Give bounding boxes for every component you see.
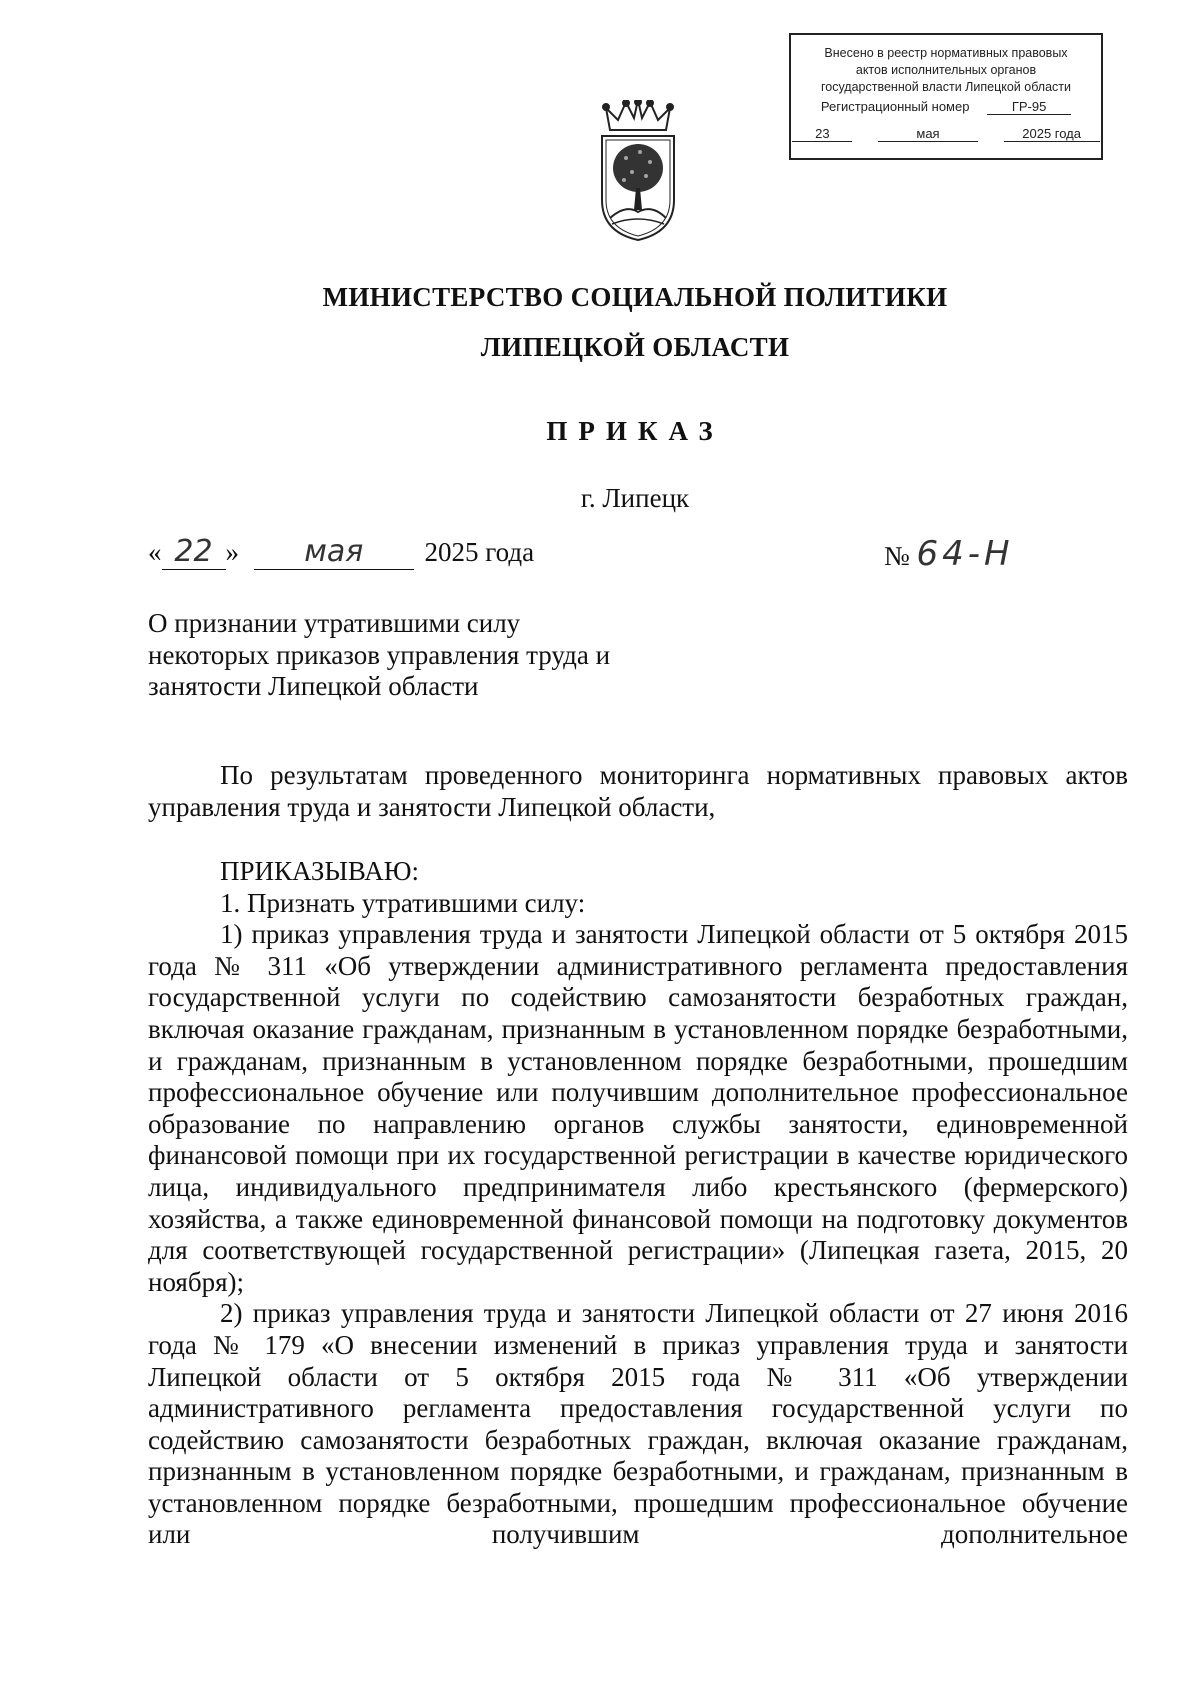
registry-number: ГР-95 bbox=[987, 99, 1071, 115]
preamble-text: По результатам проведенного мониторинга нормативных правовых актов управления труда и занятости Липецкой области, bbox=[148, 760, 1128, 822]
order-body bbox=[148, 856, 1128, 1551]
city: г. Липецк bbox=[580, 483, 690, 513]
registry-month: мая bbox=[878, 126, 978, 142]
order-word: ПРИКАЗЫВАЮ: bbox=[220, 856, 419, 886]
registry-date-row bbox=[791, 126, 1101, 142]
registry-day: 23 bbox=[792, 126, 852, 142]
order-number bbox=[884, 534, 1014, 574]
item-1: 1. Признать утратившими силу: bbox=[220, 887, 586, 918]
registry-line-3: государственной власти Липецкой области bbox=[820, 80, 1072, 94]
ministry-title-line-1: МИНИСТЕРСТВО СОЦИАЛЬНОЙ ПОЛИТИКИ bbox=[322, 282, 948, 312]
preamble bbox=[148, 760, 1128, 823]
registry-stamp-text bbox=[791, 45, 1101, 96]
item-1-subitem-2: 2) приказ управления труда и занятости Липецкой области от 27 июня 2016 года № 179 «О внесении изменений в приказ управления труда и занятости Липецкой области от 5 октября 2015 года № 311 «Об утверждении административного регламента предоставления государственной услуги по содействию самозанятости безработных граждан, включая оказание гражданам, признанным в установленном порядке безработными, и гражданам, признанным в установленном порядке безработными, прошедшим профессиональное обучение или получившим дополнительное bbox=[148, 1298, 1128, 1550]
order-number-label: № bbox=[884, 541, 910, 571]
registry-stamp bbox=[789, 33, 1103, 160]
order-year: 2025 года bbox=[424, 537, 535, 567]
order-date bbox=[148, 534, 534, 570]
coat-of-arms-emblem bbox=[596, 100, 680, 242]
subject-line-2: некоторых приказов управления труда и bbox=[148, 639, 611, 670]
registry-line-1: Внесено в реестр нормативных правовых bbox=[824, 46, 1068, 60]
ministry-title-line-2: ЛИПЕЦКОЙ ОБЛАСТИ bbox=[480, 332, 790, 362]
date-quote-close: » bbox=[225, 537, 239, 567]
registry-line-2: актов исполнительных органов bbox=[855, 63, 1037, 77]
subject-line-3: занятости Липецкой области bbox=[148, 671, 479, 701]
subject-line-1: О признании утратившими силу bbox=[148, 608, 521, 638]
registry-number-row bbox=[791, 99, 1101, 115]
order-subject bbox=[148, 608, 610, 703]
registry-year: 2025 года bbox=[1004, 126, 1100, 142]
item-1-subitem-1: 1) приказ управления труда и занятости Липецкой области от 5 октября 2015 года № 311 «Об утверждении административного регламента предоставления государственной услуги по содействию самозанятости безработных граждан, включая оказание гражданам, признанным в установленном порядке безработными, и гражданам, признанным в установленном порядке безработными, прошедшим профессиональное обучение или получившим дополнительное профессиональное образование по направлению органов службы занятости, единовременной финансовой помощи при их государственной регистрации в качестве юридического лица, индивидуального предпринимателя либо крестьянского (фермерского) хозяйства, а также единовременной финансовой помощи на подготовку документов для соответствующей государственной регистрации» (Липецкая газета, 2015, 20 ноября); bbox=[148, 919, 1128, 1297]
registry-number-label: Регистрационный номер bbox=[820, 99, 970, 114]
document-type: ПРИКАЗ bbox=[546, 416, 724, 446]
date-quote-open: « bbox=[148, 537, 162, 567]
order-month: мая bbox=[254, 534, 414, 570]
order-day: 22 bbox=[162, 534, 226, 570]
order-number-value: 64-Н bbox=[916, 534, 1014, 574]
